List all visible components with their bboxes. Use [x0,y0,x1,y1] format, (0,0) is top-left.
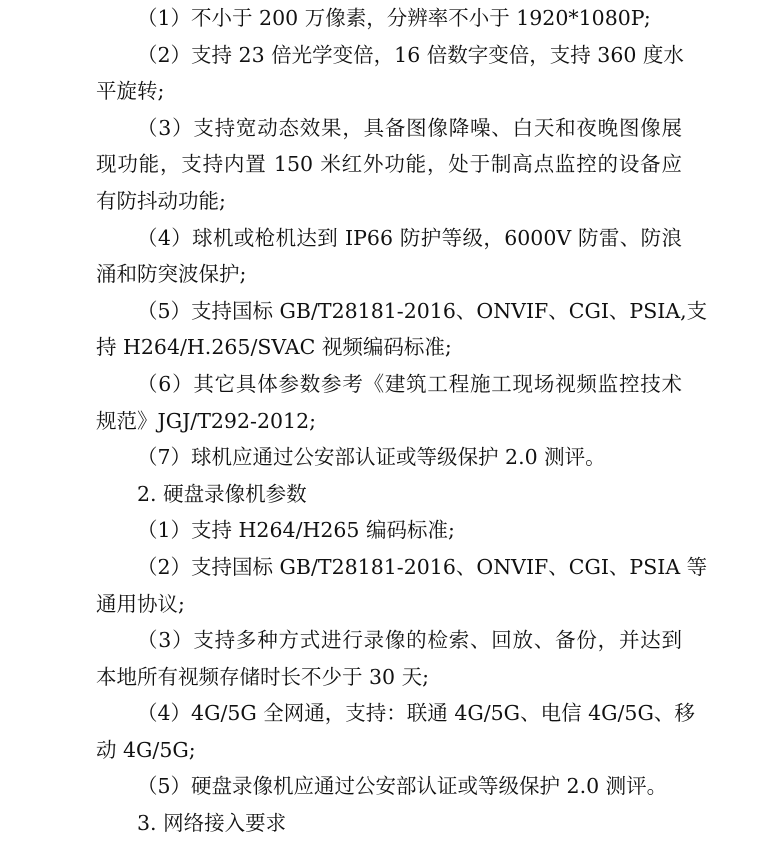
spec-line-camera-4-cont: 涌和防突波保护; [96,262,247,287]
spec-line-camera-5: （5）支持国标 GB/T28181-2016、ONVIF、CGI、PSIA,支 [137,298,708,323]
spec-line-nvr-3-cont: 本地所有视频存储时长不少于 30 天; [96,664,430,689]
spec-line-nvr-4-cont: 动 4G/5G; [96,737,196,762]
spec-line-nvr-2: （2）支持国标 GB/T28181-2016、ONVIF、CGI、PSIA 等 [137,554,708,579]
spec-line-camera-6-cont: 规范》JGJ/T292-2012; [96,408,317,433]
spec-line-camera-3-cont2: 有防抖动功能; [96,188,226,213]
spec-line-nvr-5: （5）硬盘录像机应通过公安部认证或等级保护 2.0 测评。 [137,774,668,799]
document-page [96,0,708,842]
section-heading-nvr: 2. 硬盘录像机参数 [137,481,307,506]
spec-line-camera-1: （1）不小于 200 万像素，分辨率不小于 1920*1080P; [137,6,651,30]
spec-line-nvr-1: （1）支持 H264/H265 编码标准; [137,518,455,543]
spec-line-camera-2-cont: 平旋转; [96,79,165,104]
spec-line-camera-6: （6）其它具体参数参考《建筑工程施工现场视频监控技术 [137,371,682,396]
spec-line-camera-3: （3）支持宽动态效果，具备图像降噪、白天和夜晚图像展 [137,115,682,140]
spec-line-camera-5-cont: 持 H264/H.265/SVAC 视频编码标准; [96,335,452,360]
spec-line-camera-3-cont: 现功能，支持内置 150 米红外功能，处于制高点监控的设备应 [96,152,682,177]
spec-line-nvr-4: （4）4G/5G 全网通，支持：联通 4G/5G、电信 4G/5G、移 [137,701,695,726]
spec-line-camera-7: （7）球机应通过公安部认证或等级保护 2.0 测评。 [137,445,606,470]
spec-line-camera-4: （4）球机或枪机达到 IP66 防护等级，6000V 防雷、防浪 [137,225,682,250]
spec-line-nvr-2-cont: 通用协议; [96,591,185,616]
spec-line-camera-2: （2）支持 23 倍光学变倍，16 倍数字变倍，支持 360 度水 [137,42,684,67]
spec-line-nvr-3: （3）支持多种方式进行录像的检索、回放、备份，并达到 [137,628,682,653]
section-heading-network: 3. 网络接入要求 [137,811,287,836]
